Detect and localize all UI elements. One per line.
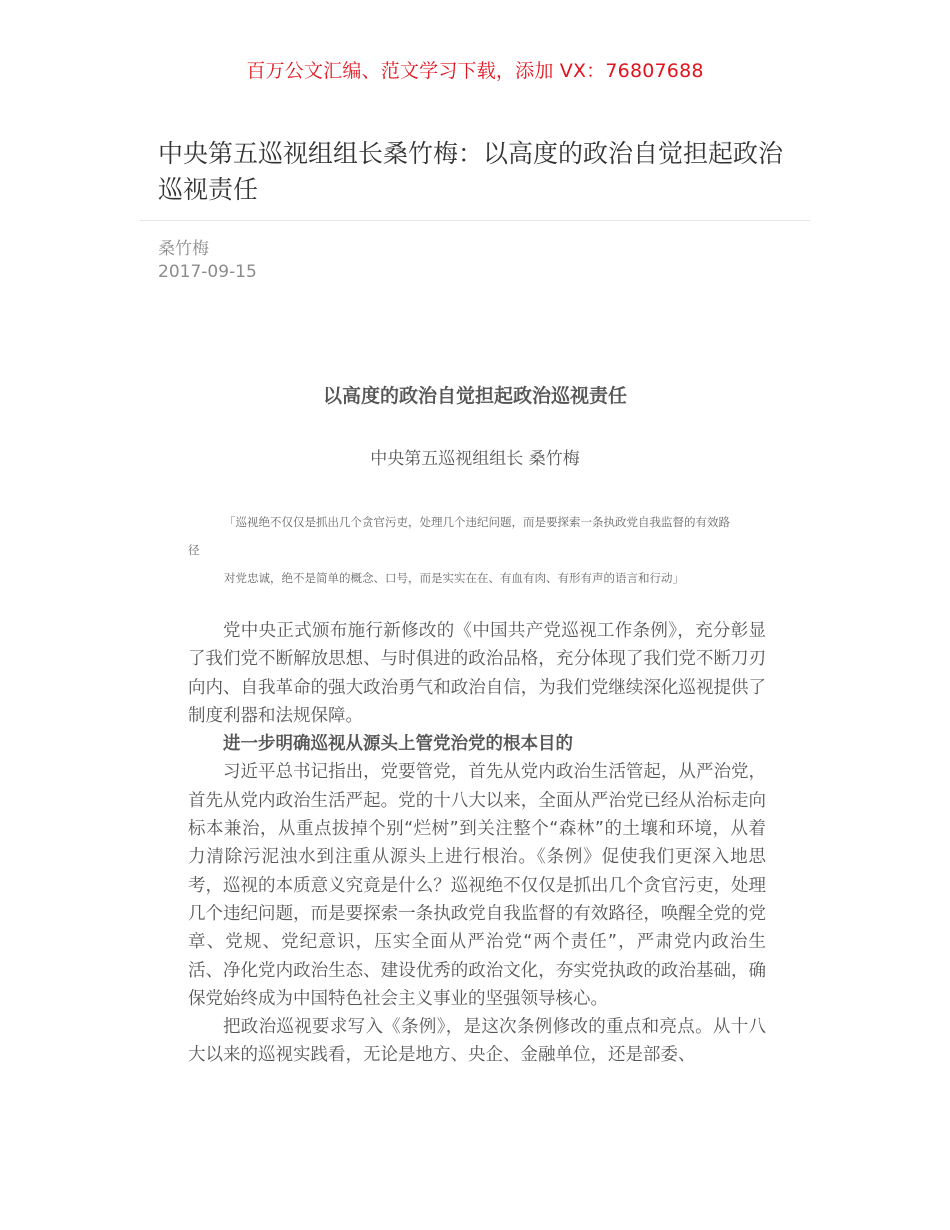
article-meta bbox=[158, 238, 257, 284]
paragraph: 党中央正式颁布施行新修改的《中国共产党巡视工作条例》，充分彰显了我们党不断解放思想、与时俱进的政治品格，充分体现了我们党不断刀刃向内、自我革命的强大政治勇气和政治自信，为我们党继续深化巡视提供了制度利器和法规保障。 bbox=[188, 621, 766, 726]
quote-line-wrap: 径 bbox=[188, 543, 200, 557]
byline: 中央第五巡视组组长 桑竹梅 bbox=[370, 449, 580, 469]
article-author: 桑竹梅 bbox=[158, 239, 209, 259]
article-title: 中央第五巡视组组长桑竹梅：以高度的政治自觉担起政治巡视责任 bbox=[158, 139, 784, 204]
paragraph: 把政治巡视要求写入《条例》，是这次条例修改的重点和亮点。从十八大以来的巡视实践看，无论是地方、央企、金融单位，还是部委、 bbox=[188, 1017, 766, 1066]
pull-quote bbox=[188, 508, 768, 592]
article-body bbox=[188, 617, 766, 1070]
title-divider bbox=[140, 220, 810, 221]
section-title: 以高度的政治自觉担起政治巡视责任 bbox=[322, 385, 627, 407]
quote-line: 对党忠诚，绝不是简单的概念、口号，而是实实在在、有血有肉、有形有声的语言和行动」 bbox=[224, 571, 684, 585]
article-date: 2017-09-15 bbox=[158, 262, 257, 282]
quote-line: 「巡视绝不仅仅是抓出几个贪官污吏，处理几个违纪问题，而是要探索一条执政党自我监督的有效路 bbox=[224, 515, 730, 529]
subheading: 进一步明确巡视从源头上管党治党的根本目的 bbox=[223, 734, 573, 755]
watermark-banner: 百万公文汇编、范文学习下载，添加 VX：76807688 bbox=[246, 60, 704, 82]
paragraph: 习近平总书记指出，党要管党，首先从党内政治生活管起，从严治党，首先从党内政治生活严起。党的十八大以来，全面从严治党已经从治标走向标本兼治，从重点拔掉个别“烂树”到关注整个“森林”的土壤和环境，从着力清除污泥浊水到注重从源头上进行根治。《条例》促使我们更深入地思考，巡视的本质意义究竟是什么？巡视绝不仅仅是抓出几个贪官污吏，处理几个违纪问题，而是要探索一条执政党自我监督的有效路径，唤醒全党的党章、党规、党纪意识，压实全面从严治党“两个责任”，严肃党内政治生活、净化党内政治生态、建设优秀的政治文化，夯实党执政的政治基础，确保党始终成为中国特色社会主义事业的坚强领导核心。 bbox=[188, 762, 766, 1009]
